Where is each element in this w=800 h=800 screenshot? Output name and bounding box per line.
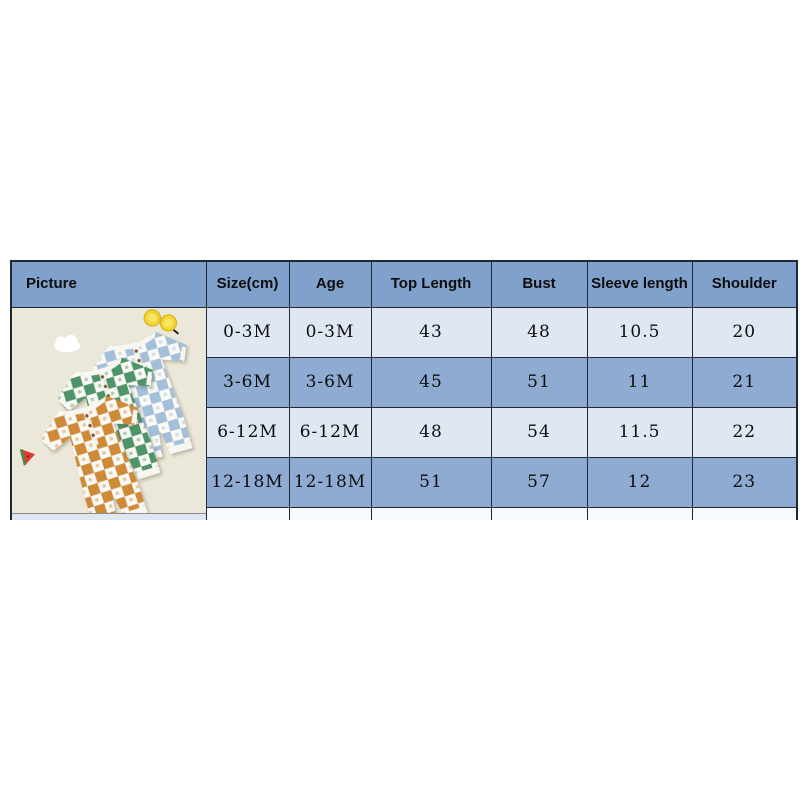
- top-length-cell: 51: [371, 457, 491, 507]
- column-header-age: Age: [289, 261, 371, 307]
- size-cell: 3-6M: [206, 357, 289, 407]
- empty-cell: [289, 507, 371, 520]
- product-photo: [12, 308, 206, 514]
- column-header-shoulder: Shoulder: [692, 261, 797, 307]
- picture-cell: [11, 307, 206, 520]
- size-chart-table: [10, 260, 798, 520]
- top-length-cell: 43: [371, 307, 491, 357]
- empty-cell: [491, 507, 587, 520]
- column-header-sleeve-length: Sleeve length: [587, 261, 692, 307]
- rompers-photo-illustration: [12, 308, 206, 513]
- top-length-cell: 45: [371, 357, 491, 407]
- age-cell: 6-12M: [289, 407, 371, 457]
- top-length-cell: 48: [371, 407, 491, 457]
- shoulder-cell: 21: [692, 357, 797, 407]
- column-header-bust: Bust: [491, 261, 587, 307]
- size-cell: 12-18M: [206, 457, 289, 507]
- column-header-size: Size(cm): [206, 261, 289, 307]
- shoulder-cell: 23: [692, 457, 797, 507]
- bust-cell: 48: [491, 307, 587, 357]
- bust-cell: 54: [491, 407, 587, 457]
- bust-cell: 51: [491, 357, 587, 407]
- empty-cell: [692, 507, 797, 520]
- sleeve-length-cell: 11.5: [587, 407, 692, 457]
- age-cell: 12-18M: [289, 457, 371, 507]
- shoulder-cell: 22: [692, 407, 797, 457]
- column-header-picture: Picture: [11, 261, 206, 307]
- sleeve-length-cell: 12: [587, 457, 692, 507]
- table-row: [11, 307, 797, 357]
- age-cell: 3-6M: [289, 357, 371, 407]
- age-cell: 0-3M: [289, 307, 371, 357]
- size-chart: [10, 260, 800, 520]
- bust-cell: 57: [491, 457, 587, 507]
- sleeve-length-cell: 11: [587, 357, 692, 407]
- empty-cell: [206, 507, 289, 520]
- empty-cell: [371, 507, 491, 520]
- shoulder-cell: 20: [692, 307, 797, 357]
- size-cell: 0-3M: [206, 307, 289, 357]
- sleeve-length-cell: 10.5: [587, 307, 692, 357]
- column-header-top-length: Top Length: [371, 261, 491, 307]
- empty-cell: [587, 507, 692, 520]
- size-cell: 6-12M: [206, 407, 289, 457]
- header-row: [11, 261, 797, 307]
